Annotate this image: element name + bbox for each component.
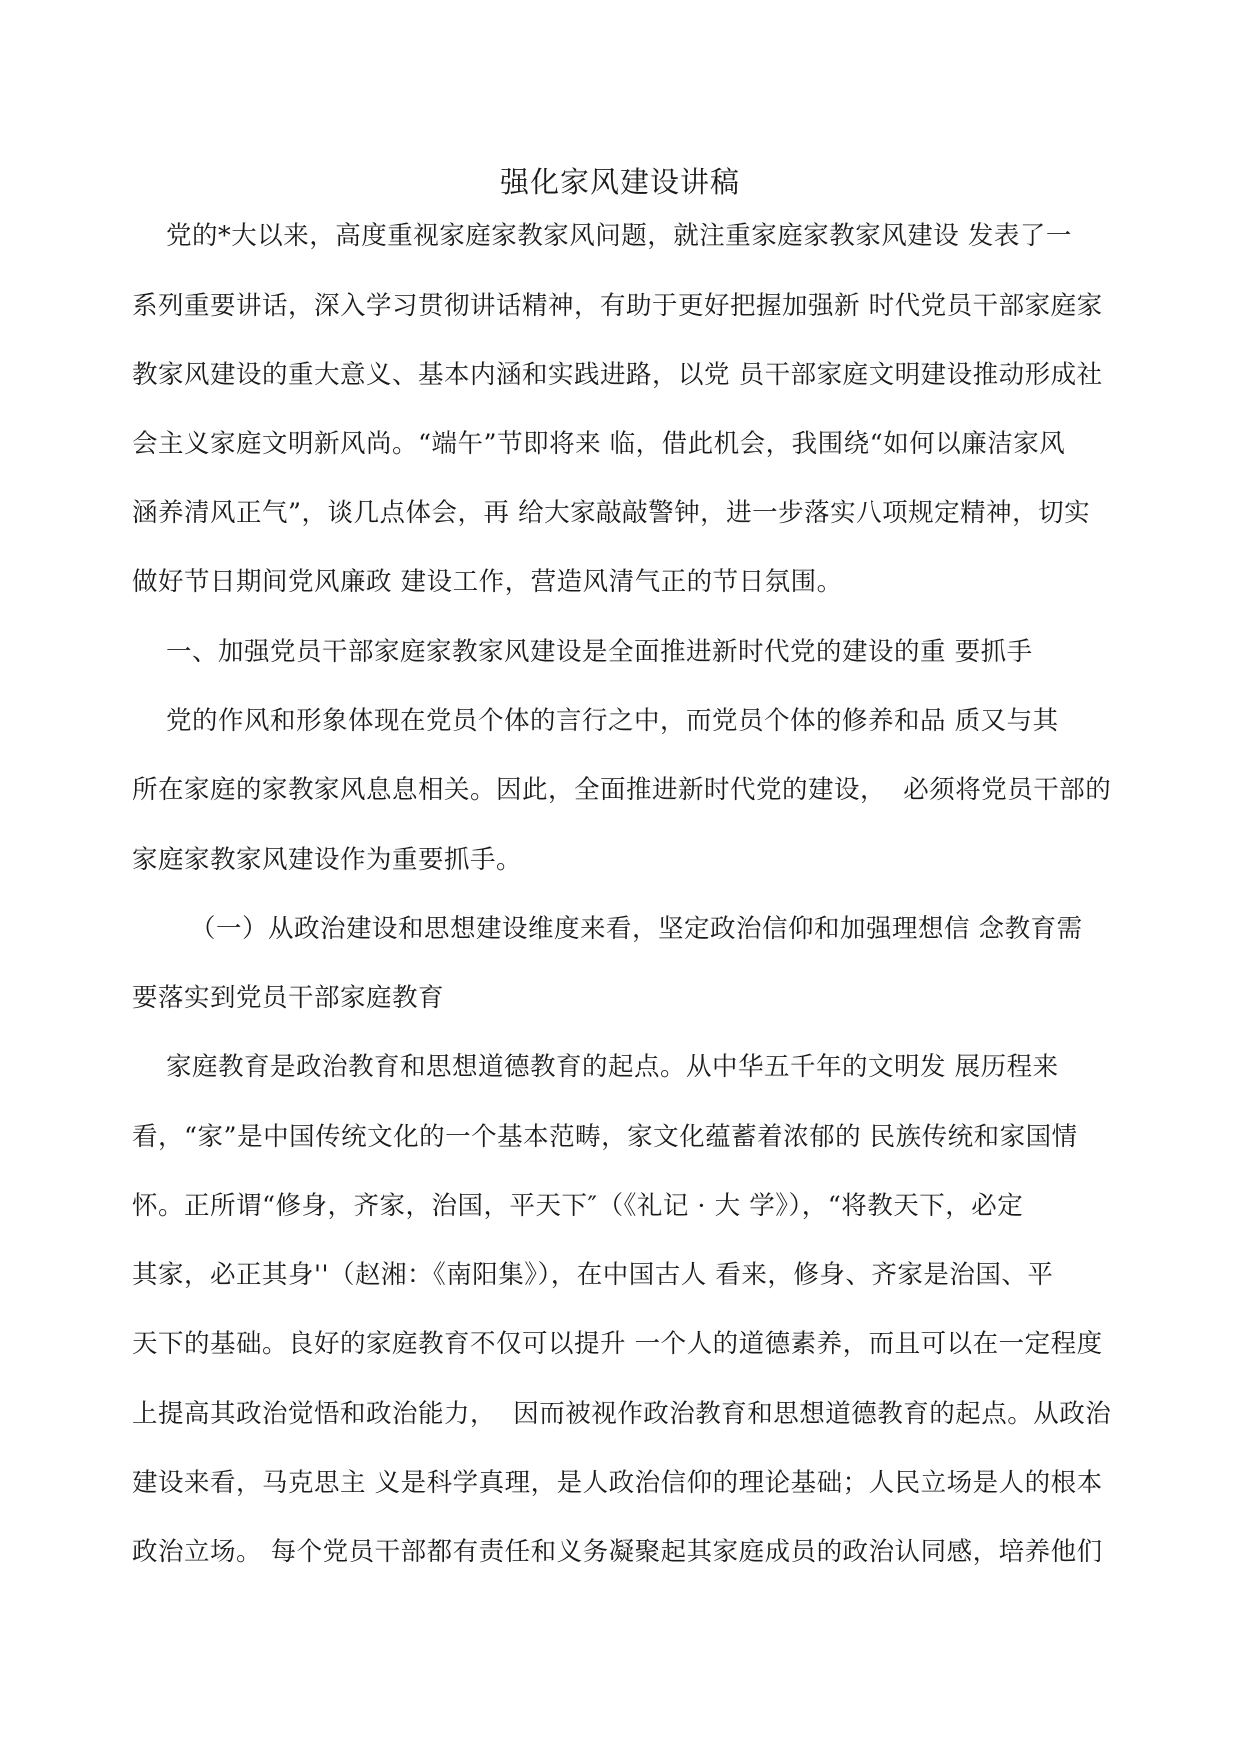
paragraph-line: 看，“家”是中国传统文化的一个基本范畴，家文化蕴蓄着浓郁的 民族传统和家国情 [132, 1122, 1078, 1152]
paragraph-line: 系列重要讲话，深入学习贯彻讲话精神，有助于更好把握加强新 时代党员干部家庭家 [132, 291, 1103, 321]
paragraph-line: 家庭教育是政治教育和思想道德教育的起点。从中华五千年的文明发 展历程来 [166, 1052, 1059, 1082]
paragraph-line: 家庭家教家风建设作为重要抓手。 [132, 845, 523, 875]
paragraph-line: 做好节日期间党风廉政 建设工作，营造风清气正的节日氛围。 [132, 567, 843, 597]
paragraph-line: 会主义家庭文明新风尚。“端午”节即将来 临，借此机会，我围绕“如何以廉洁家风 [132, 429, 1066, 459]
paragraph-line: 所在家庭的家教家风息息相关。因此，全面推进新时代党的建设， 必须将党员干部的 [132, 775, 1112, 805]
subsection-heading-continued: 要落实到党员干部家庭教育 [132, 983, 445, 1013]
paragraph-line: 其家，必正其身''（赵湘：《南阳集》），在中国古人 看来，修身、齐家是治国、平 [132, 1260, 1054, 1290]
paragraph-line: 天下的基础。良好的家庭教育不仅可以提升 一个人的道德素养，而且可以在一定程度 [132, 1329, 1103, 1359]
paragraph-line: 涵养清风正气”，谈几点体会，再 给大家敲敲警钟，进一步落实八项规定精神，切实 [132, 498, 1091, 528]
paragraph-line: 教家风建设的重大意义、基本内涵和实践进路，以党 员干部家庭文明建设推动形成社 [132, 360, 1103, 390]
paragraph-line: 政治立场。 每个党员干部都有责任和义务凝聚起其家庭成员的政治认同感，培养他们 [132, 1537, 1103, 1567]
paragraph-line: 党的*大以来，高度重视家庭家教家风问题，就注重家庭家教家风建设 发表了一 [166, 221, 1072, 251]
paragraph-line: 建设来看，马克思主 义是科学真理，是人政治信仰的理论基础；人民立场是人的根本 [132, 1468, 1103, 1498]
paragraph-line: 上提高其政治觉悟和政治能力， 因而被视作政治教育和思想道德教育的起点。从政治 [132, 1399, 1112, 1429]
subsection-heading: （一）从政治建设和思想建设维度来看，坚定政治信仰和加强理想信 念教育需 [190, 914, 1083, 944]
paragraph-line: 怀。正所谓“修身，齐家，治国，平天下″（《礼记 · 大 学》），“将教天下，必定 [132, 1191, 1024, 1221]
document-title: 强化家风建设讲稿 [499, 165, 740, 199]
section-heading: 一、加强党员干部家庭家教家风建设是全面推进新时代党的建设的重 要抓手 [166, 637, 1033, 667]
paragraph-line: 党的作风和形象体现在党员个体的言行之中，而党员个体的修养和品 质又与其 [166, 706, 1059, 736]
